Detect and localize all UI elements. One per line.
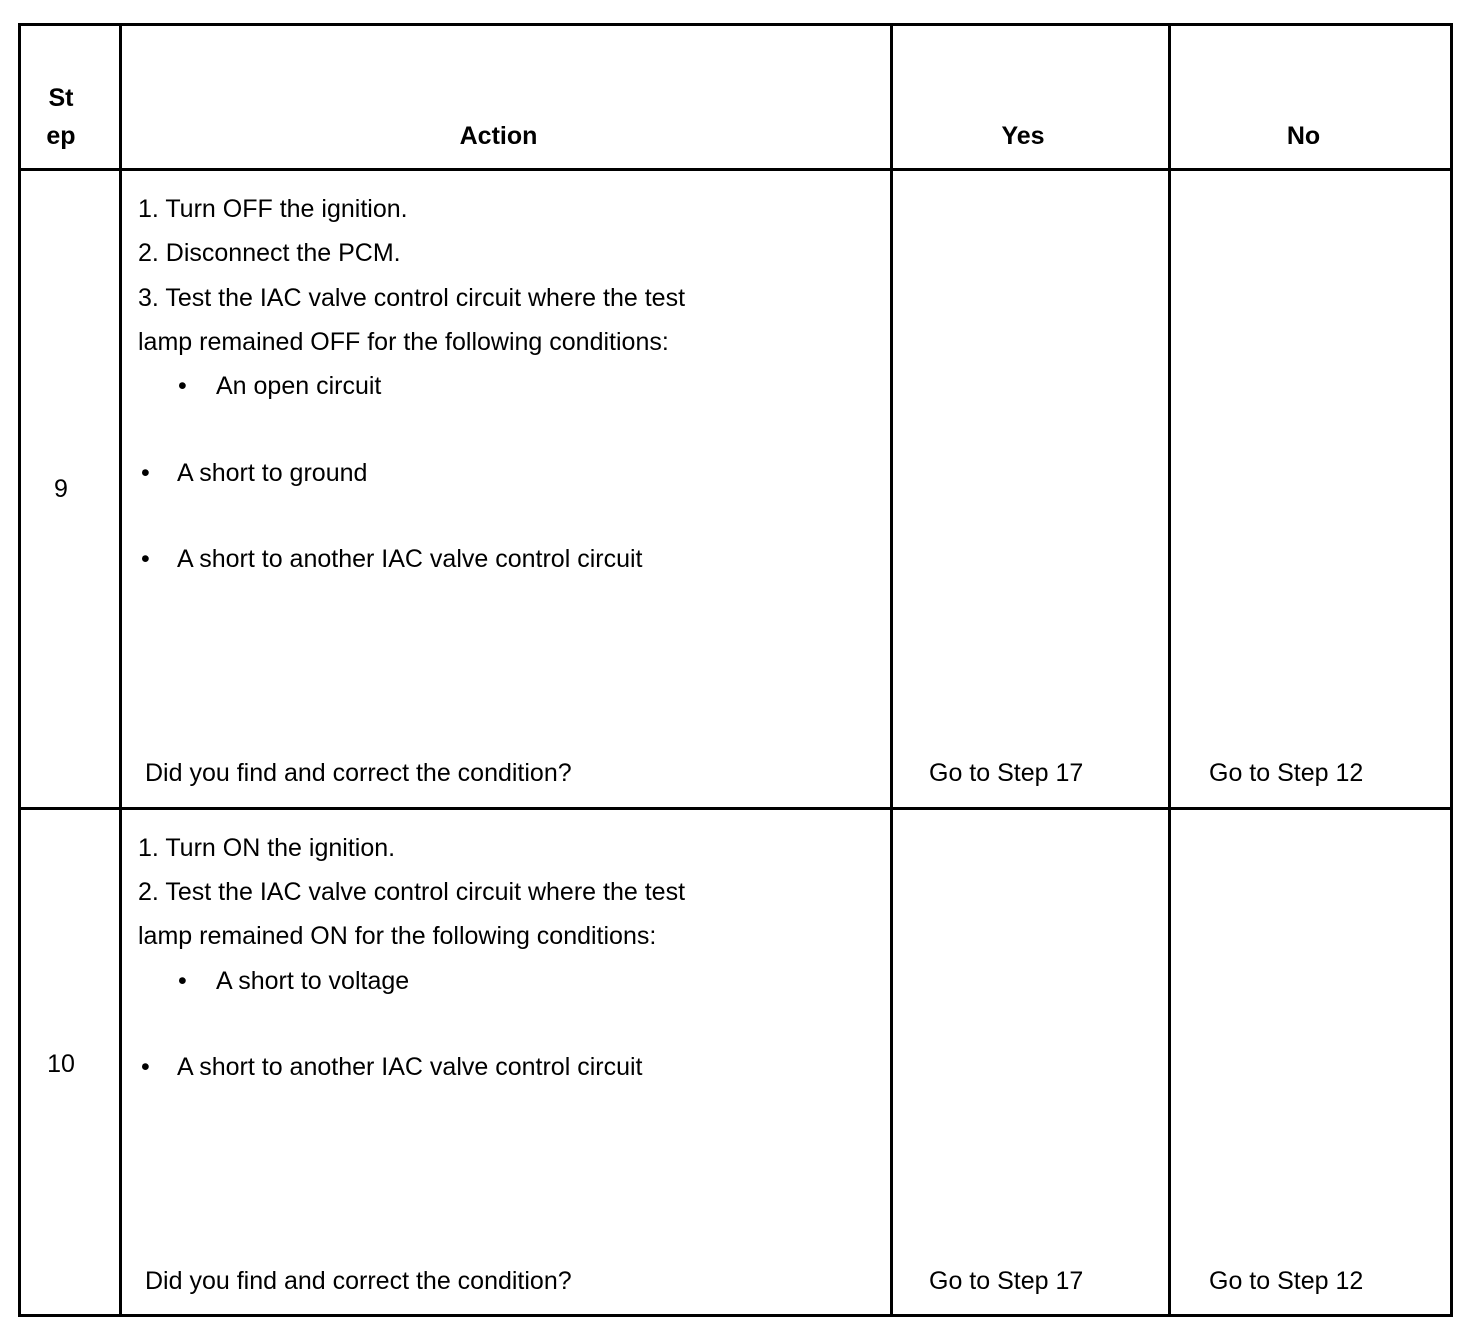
action-line: lamp remained OFF for the following conditions: bbox=[138, 328, 669, 356]
action-line: 2. Test the IAC valve control circuit where the test bbox=[138, 878, 686, 906]
no-result: Go to Step 12 bbox=[1209, 759, 1364, 787]
bullet-text: A short to another IAC valve control circuit bbox=[177, 1053, 643, 1081]
header-step-line2: ep bbox=[46, 122, 76, 150]
bullet-icon: • bbox=[141, 459, 150, 487]
header-yes: Yes bbox=[1001, 122, 1045, 150]
column-divider-yes bbox=[1168, 23, 1171, 1317]
bullet-text: A short to another IAC valve control circuit bbox=[177, 545, 643, 573]
step-number: 9 bbox=[54, 475, 68, 503]
yes-result: Go to Step 17 bbox=[929, 1267, 1084, 1295]
header-divider bbox=[18, 168, 1453, 171]
action-line: 2. Disconnect the PCM. bbox=[138, 239, 401, 267]
table-border-left bbox=[18, 23, 21, 1317]
question-text: Did you find and correct the condition? bbox=[145, 1267, 572, 1295]
question-text: Did you find and correct the condition? bbox=[145, 759, 572, 787]
action-line: 1. Turn OFF the ignition. bbox=[138, 195, 408, 223]
header-step-line1: St bbox=[48, 84, 74, 112]
action-line: lamp remained ON for the following conditions: bbox=[138, 922, 657, 950]
row-divider bbox=[18, 807, 1453, 810]
action-line: 1. Turn ON the ignition. bbox=[138, 834, 396, 862]
table-border-top bbox=[18, 23, 1453, 26]
column-divider-action bbox=[890, 23, 893, 1317]
bullet-text: An open circuit bbox=[216, 372, 382, 400]
no-result: Go to Step 12 bbox=[1209, 1267, 1364, 1295]
header-no: No bbox=[1286, 122, 1321, 150]
column-divider-step bbox=[119, 23, 122, 1317]
bullet-text: A short to ground bbox=[177, 459, 368, 487]
table-border-right bbox=[1450, 23, 1453, 1317]
bullet-text: A short to voltage bbox=[216, 967, 410, 995]
bullet-icon: • bbox=[178, 372, 187, 400]
action-line: 3. Test the IAC valve control circuit where the test bbox=[138, 284, 686, 312]
bullet-icon: • bbox=[178, 967, 187, 995]
bullet-icon: • bbox=[141, 1053, 150, 1081]
yes-result: Go to Step 17 bbox=[929, 759, 1084, 787]
header-action: Action bbox=[459, 122, 538, 150]
step-number: 10 bbox=[47, 1050, 75, 1078]
table-border-bottom bbox=[18, 1314, 1453, 1317]
bullet-icon: • bbox=[141, 545, 150, 573]
